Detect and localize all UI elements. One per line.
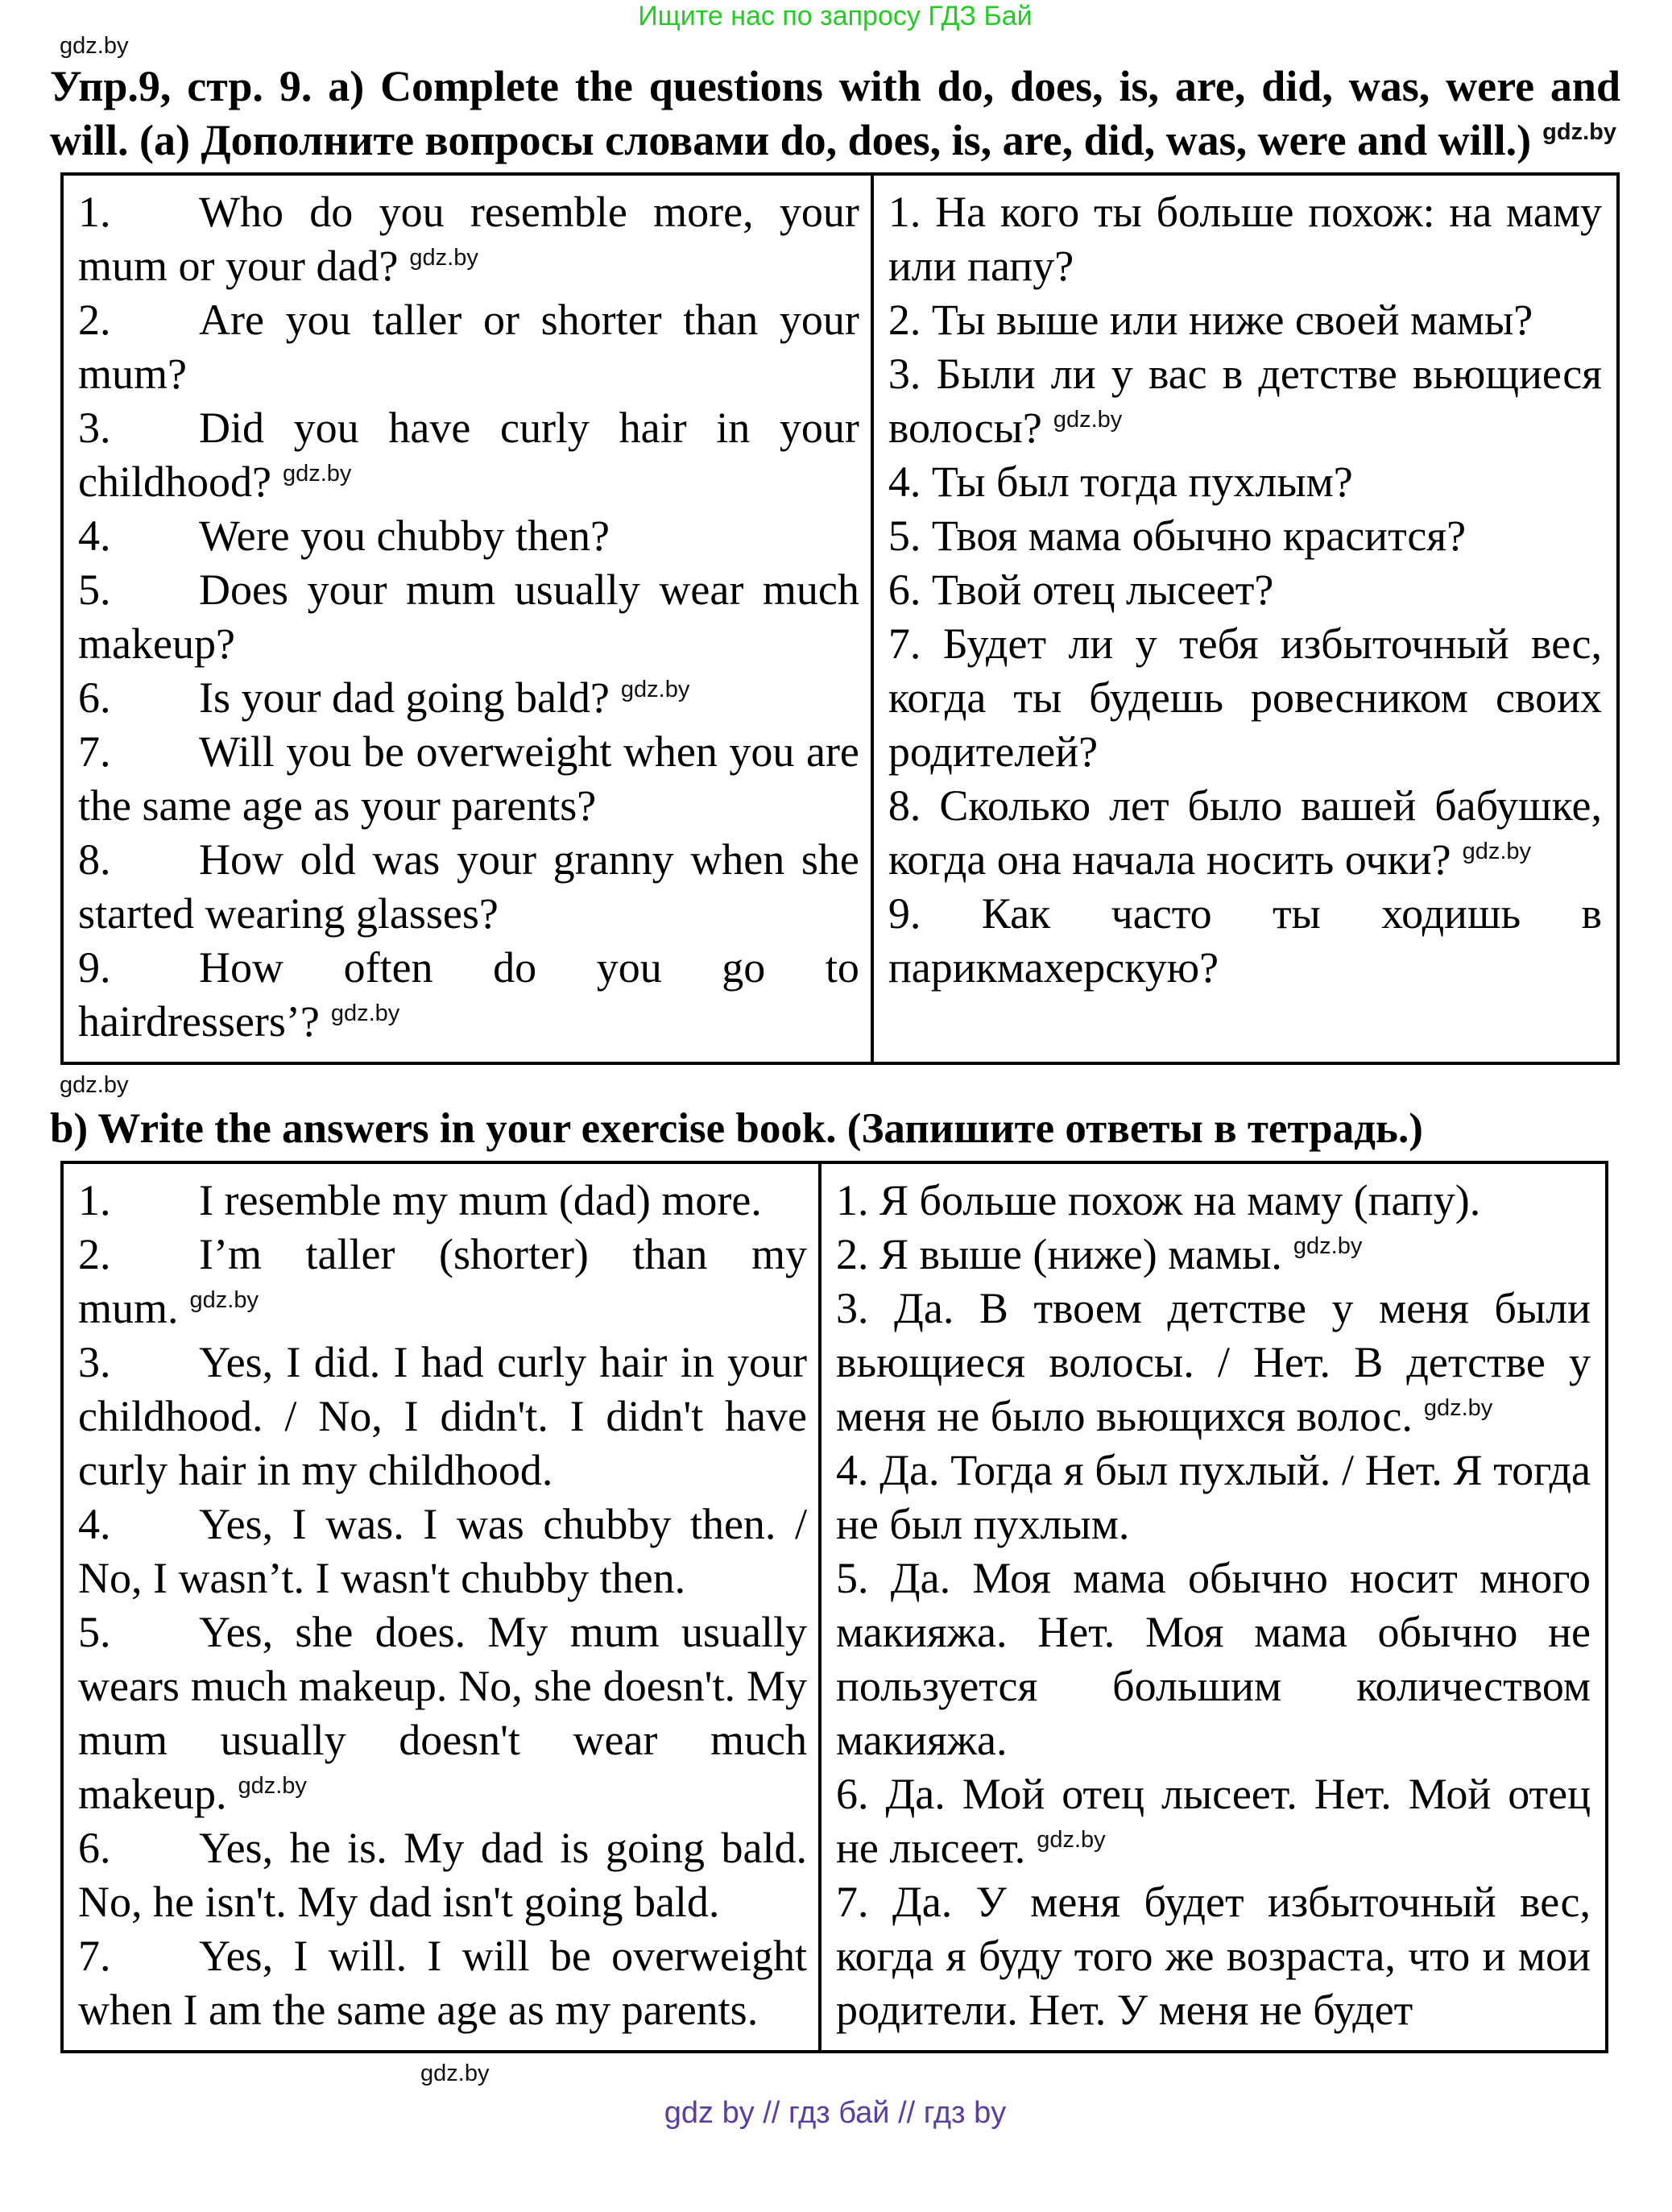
item-number: 8. — [78, 835, 111, 884]
question-item — [888, 779, 1602, 887]
item-text: Will you be overweight when you are the same age as your parents? — [78, 727, 859, 830]
item-text: Yes, I did. I had curly hair in your childhood. / No, I didn't. I didn't have curly hair in my childhood. — [78, 1338, 807, 1494]
item-number: 9. — [888, 889, 921, 938]
watermark: gdz.by — [409, 245, 478, 271]
part-b-title: b) Write the answers in your exercise book. (Запишите ответы в тетрадь.) — [50, 1105, 1423, 1152]
item-text: Are you taller or shorter than your mum? — [78, 296, 859, 398]
item-text: Да. Моя мама обычно носит много макияжа. Нет. Моя мама обычно не пользуется большим количеством макияжа. — [836, 1554, 1591, 1764]
item-number: 5. — [836, 1554, 869, 1602]
item-number: 1. — [836, 1176, 869, 1224]
watermark: gdz.by — [420, 2061, 490, 2086]
item-text: How often do you go to hairdressers’? — [78, 943, 859, 1046]
item-text: Yes, I will. I will be overweight when I am the same age as my parents. — [78, 1932, 807, 2034]
answer-item — [78, 1821, 807, 1929]
item-text: I resemble my mum (dad) more. — [199, 1176, 762, 1224]
item-number: 2. — [836, 1230, 869, 1278]
exercise-title — [50, 60, 1620, 168]
item-text: How old was your granny when she started wearing glasses? — [78, 835, 859, 938]
item-number: 3. — [78, 404, 111, 452]
answer-item — [78, 1929, 807, 2037]
item-text: Yes, she does. My mum usually wears much makeup. No, she doesn't. My mum usually doesn't wear much makeup. — [78, 1608, 807, 1818]
russian-answers-column — [822, 1164, 1605, 2050]
answer-item — [836, 1767, 1591, 1875]
item-number: 1. — [78, 1176, 111, 1224]
question-item — [78, 293, 859, 401]
item-text: I’m taller (shorter) than my mum. — [78, 1230, 807, 1332]
question-item — [78, 563, 859, 671]
exercise-title-text: Упр.9, стр. 9. a) Complete the questions with do, does, is, are, did, was, were and will. (a) Дополните вопросы словами do, does, is, are, did, was, were and will.) — [50, 62, 1620, 164]
item-number: 1. — [78, 188, 111, 236]
item-text: Does your mum usually wear much makeup? — [78, 565, 859, 668]
item-text: Yes, he is. My dad is going bald. No, he isn't. My dad isn't going bald. — [78, 1824, 807, 1926]
question-item — [888, 509, 1602, 563]
item-number: 7. — [836, 1878, 869, 1926]
item-number: 5. — [78, 565, 111, 614]
english-questions-column — [64, 176, 874, 1062]
item-text: Ты был тогда пухлым? — [931, 458, 1353, 506]
item-number: 7. — [78, 727, 111, 776]
question-item — [78, 833, 859, 941]
watermark: gdz.by — [1462, 839, 1532, 864]
answer-item — [78, 1497, 807, 1605]
item-number: 2. — [888, 296, 921, 344]
watermark: gdz.by — [60, 33, 129, 59]
answer-item — [78, 1336, 807, 1497]
item-text: Сколько лет было вашей бабушке, когда она начала носить очки? — [888, 781, 1602, 884]
item-number: 6. — [888, 565, 921, 614]
item-number: 5. — [888, 512, 921, 560]
item-number: 3. — [78, 1338, 111, 1386]
item-number: 4. — [888, 458, 921, 506]
item-text: Who do you resemble more, your mum or your dad? — [78, 188, 859, 290]
watermark: gdz.by — [1037, 1827, 1106, 1853]
item-text: Твой отец лысеет? — [931, 565, 1274, 614]
item-number: 4. — [78, 1500, 111, 1548]
item-text: Yes, I was. I was chubby then. / No, I wasn’t. I wasn't chubby then. — [78, 1500, 807, 1602]
item-number: 2. — [78, 1230, 111, 1278]
answer-item — [78, 1174, 807, 1228]
footer-links[interactable]: gdz by // гдз бай // гдз by — [664, 2096, 1007, 2130]
watermark: gdz.by — [1542, 119, 1617, 145]
watermark: gdz.by — [1423, 1395, 1493, 1421]
item-text: Were you chubby then? — [199, 512, 610, 560]
answer-item — [836, 1174, 1591, 1228]
item-text: На кого ты больше похож: на маму или папу? — [888, 188, 1602, 290]
watermark: gdz.by — [1293, 1233, 1363, 1259]
questions-table — [60, 172, 1620, 1065]
question-item — [888, 185, 1602, 293]
item-text: Твоя мама обычно красится? — [931, 512, 1467, 560]
watermark: gdz.by — [282, 461, 352, 487]
watermark: gdz.by — [60, 1072, 129, 1098]
watermark: gdz.by — [238, 1773, 307, 1799]
question-item — [78, 509, 859, 563]
item-text: Да. В твоем детстве у меня были вьющиеся волосы. / Нет. В детстве у меня не было вьющихся волос. — [836, 1284, 1591, 1440]
watermark: gdz.by — [1053, 407, 1123, 433]
item-number: 6. — [78, 1824, 111, 1872]
question-item — [888, 887, 1602, 995]
item-number: 3. — [888, 350, 921, 398]
item-number: 7. — [78, 1932, 111, 1980]
item-text: Да. Мой отец лысеет. Нет. Мой отец не лысеет. — [836, 1770, 1591, 1872]
answer-item — [836, 1444, 1591, 1551]
question-item — [888, 293, 1602, 347]
item-number: 1. — [888, 188, 921, 236]
english-answers-column — [64, 1164, 822, 2050]
question-item — [78, 185, 859, 293]
item-text: Как часто ты ходишь в парикмахерскую? — [888, 889, 1603, 992]
watermark: gdz.by — [330, 1000, 400, 1026]
item-number: 4. — [78, 512, 111, 560]
answer-item — [78, 1605, 807, 1821]
question-item — [78, 941, 859, 1049]
question-item — [78, 401, 859, 509]
item-number: 8. — [888, 781, 921, 830]
answer-item — [836, 1875, 1591, 2037]
item-text: Я выше (ниже) мамы. — [879, 1230, 1282, 1278]
question-item — [78, 725, 859, 833]
item-text: Да. Тогда я был пухлый. / Нет. Я тогда не был пухлым. — [836, 1446, 1591, 1548]
item-text: Did you have curly hair in your childhood? — [78, 404, 859, 506]
item-text: Ты выше или ниже своей мамы? — [931, 296, 1533, 344]
item-number: 7. — [888, 619, 921, 668]
watermark: gdz.by — [620, 677, 690, 702]
answer-item — [836, 1551, 1591, 1767]
item-text: Будет ли у тебя избыточный вес, когда ты будешь ровесником своих родителей? — [888, 619, 1602, 776]
item-number: 5. — [78, 1608, 111, 1656]
item-number: 9. — [78, 943, 111, 992]
answer-item — [836, 1228, 1591, 1282]
russian-questions-column — [874, 176, 1616, 1062]
item-number: 4. — [836, 1446, 869, 1494]
answers-table — [60, 1161, 1608, 2053]
item-text: Я больше похож на маму (папу). — [879, 1176, 1481, 1224]
item-text: Is your dad going bald? — [199, 673, 610, 722]
item-number: 2. — [78, 296, 111, 344]
question-item — [888, 455, 1602, 509]
answer-item — [836, 1282, 1591, 1444]
question-item — [888, 347, 1602, 455]
item-number: 3. — [836, 1284, 869, 1332]
item-text: Были ли у вас в детстве вьющиеся волосы? — [888, 350, 1603, 452]
question-item — [78, 671, 859, 725]
question-item — [888, 617, 1602, 779]
answer-item — [78, 1228, 807, 1336]
watermark: gdz.by — [189, 1287, 259, 1313]
item-number: 6. — [78, 673, 111, 722]
item-number: 6. — [836, 1770, 869, 1818]
question-item — [888, 563, 1602, 617]
search-banner[interactable]: Ищите нас по запросу ГДЗ Бай — [638, 1, 1033, 31]
item-text: Да. У меня будет избыточный вес, когда я буду того же возраста, что и мои родители. Нет. У меня не будет — [836, 1878, 1591, 2034]
